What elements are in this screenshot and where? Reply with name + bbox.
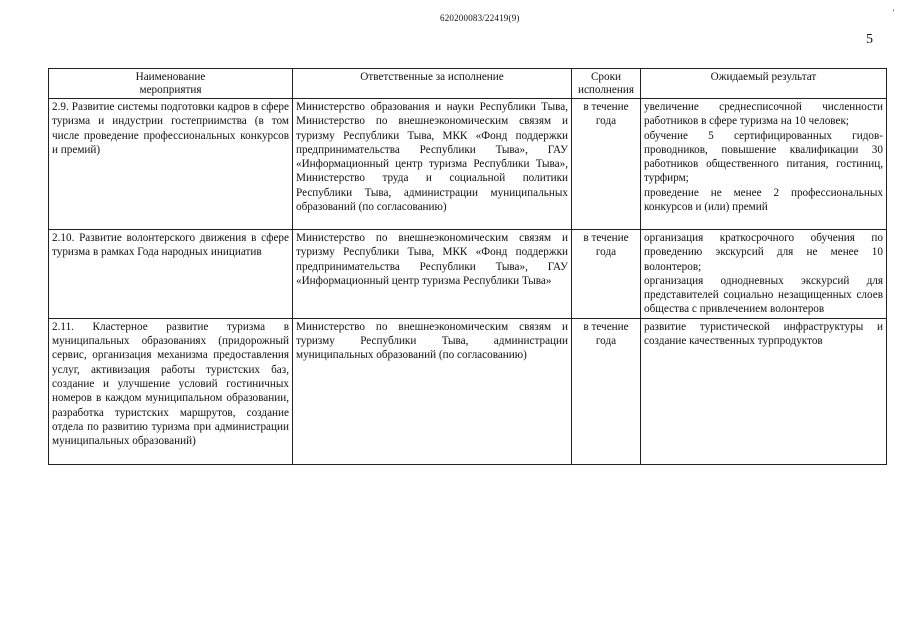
activities-table — [48, 68, 887, 465]
table-row — [49, 318, 887, 464]
corner-mark: ' — [893, 8, 895, 17]
column-header-name: Наименование мероприятия — [49, 69, 293, 99]
table-header — [49, 69, 887, 99]
term-cell: в течение года — [572, 230, 641, 319]
activity-name-cell: 2.10. Развитие волонтерского движения в сфере туризма в рамках Года народных инициатив — [49, 230, 293, 319]
document-id: 620200083/22419(9) — [440, 13, 520, 23]
column-header-result: Ожидаемый результат — [641, 69, 887, 99]
result-cell: увеличение среднесписочной численности работников в сфере туризма на 10 человек; обучение 5 сертифицированных гидов-проводников, повышение квалификации 30 работников общественного питания, гостиниц, турфирм; проведение не менее 2 профессиональных конкурсов и (или) премий — [641, 99, 887, 230]
header-row — [49, 69, 887, 99]
column-header-responsible: Ответственные за исполнение — [293, 69, 572, 99]
responsible-cell: Министерство по внешнеэкономическим связям и туризму Республики Тыва, администрации муниципальных образований (по согласованию) — [293, 318, 572, 464]
table-row — [49, 99, 887, 230]
term-cell: в течение года — [572, 99, 641, 230]
column-header-term: Сроки исполнения — [572, 69, 641, 99]
table-row — [49, 230, 887, 319]
result-cell: организация краткосрочного обучения по проведению экскурсий для не менее 10 волонтеров; организация однодневных экскурсий для представителей социально незащищенных слоев общества с привлечением волонтеров — [641, 230, 887, 319]
activity-name-cell: 2.9. Развитие системы подготовки кадров в сфере туризма и индустрии гостеприимства (в том числе проведение профессиональных конкурсов и премий) — [49, 99, 293, 230]
activity-name-cell: 2.11. Кластерное развитие туризма в муниципальных образованиях (придорожный сервис, организация механизма предоставления услуг, активизация работы туристских баз, создание и улучшение условий гостиничных номеров в каждом муниципальном образовании, разработка туристских маршрутов, создание отдела по развитию туризма при администрации муниципальных образований) — [49, 318, 293, 464]
result-cell: развитие туристической инфраструктуры и создание качественных турпродуктов — [641, 318, 887, 464]
term-cell: в течение года — [572, 318, 641, 464]
page-number: 5 — [866, 32, 873, 47]
responsible-cell: Министерство образования и науки Республики Тыва, Министерство по внешнеэкономическим связям и туризму Республики Тыва, МКК «Фонд поддержки предпринимательства Республики Тыва», ГАУ «Информационный центр туризма Республики Тыва», Министерство труда и социальной политики Республики Тыва, администрации муниципальных образований (по согласованию) — [293, 99, 572, 230]
responsible-cell: Министерство по внешнеэкономическим связям и туризму Республики Тыва, МКК «Фонд поддержки предпринимательства Республики Тыва», ГАУ «Информационный центр туризма Республики Тыва» — [293, 230, 572, 319]
